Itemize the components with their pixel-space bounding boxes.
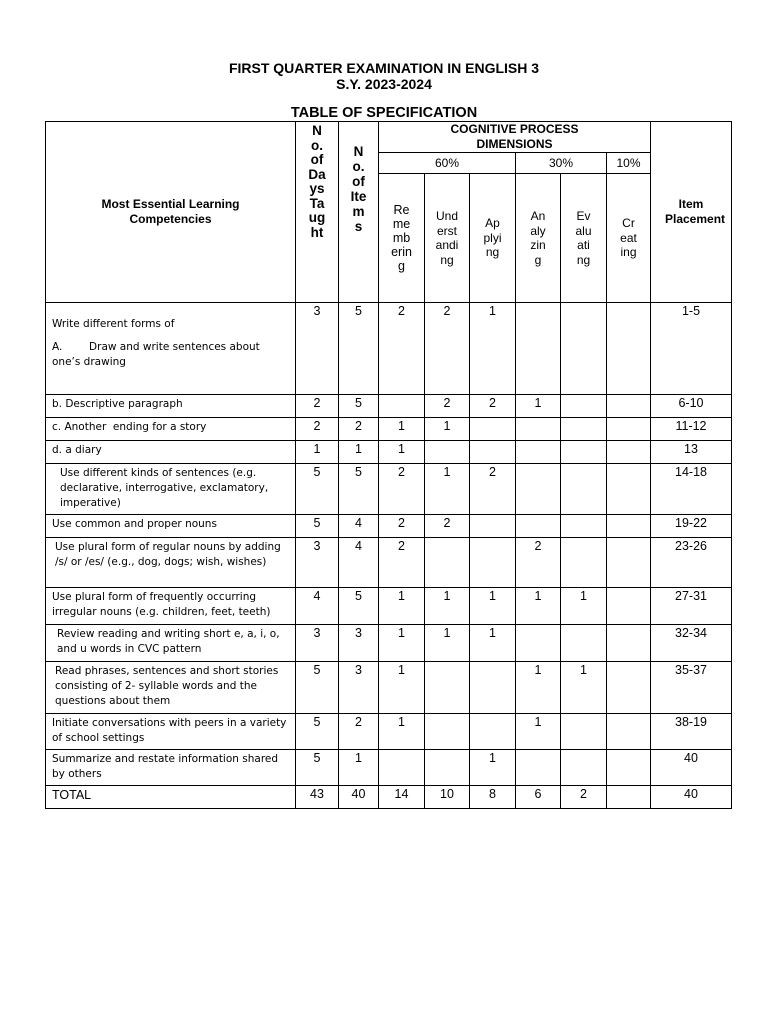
table-row — [46, 714, 732, 750]
items-cell: 3 — [339, 662, 379, 714]
item-placement-cell: 23-26 — [651, 538, 732, 588]
total-understanding-cell: 10 — [425, 786, 470, 809]
item-placement-cell: 11-12 — [651, 418, 732, 441]
item-placement-cell: 27-31 — [651, 588, 732, 625]
analyzing-cell — [516, 418, 561, 441]
understanding-cell — [425, 662, 470, 714]
creating-cell — [607, 714, 651, 750]
header-creating: Creating — [607, 174, 651, 303]
total-analyzing-cell: 6 — [516, 786, 561, 809]
creating-cell — [607, 538, 651, 588]
evaluating-cell — [561, 441, 607, 464]
remembering-cell: 2 — [379, 303, 425, 395]
evaluating-cell — [561, 714, 607, 750]
days-cell: 5 — [296, 515, 339, 538]
competency-cell: b. Descriptive paragraph — [46, 395, 296, 418]
creating-cell — [607, 441, 651, 464]
evaluating-cell — [561, 418, 607, 441]
evaluating-cell — [561, 750, 607, 786]
applying-cell — [470, 714, 516, 750]
days-cell: 5 — [296, 714, 339, 750]
days-cell: 1 — [296, 441, 339, 464]
evaluating-cell — [561, 303, 607, 395]
analyzing-cell: 1 — [516, 714, 561, 750]
specification-table — [45, 121, 732, 809]
competency-cell: Review reading and writing short e, a, i, o, and u words in CVC pattern — [46, 625, 296, 662]
remembering-cell — [379, 750, 425, 786]
header-60-percent: 60% — [379, 153, 516, 174]
understanding-cell — [425, 750, 470, 786]
total-label: TOTAL — [46, 786, 296, 809]
competency-cell: Initiate conversations with peers in a variety of school settings — [46, 714, 296, 750]
days-cell: 5 — [296, 662, 339, 714]
header-cognitive-process: COGNITIVE PROCESS DIMENSIONS — [379, 122, 651, 153]
evaluating-cell: 1 — [561, 588, 607, 625]
competency-cell: Use plural form of frequently occurring irregular nouns (e.g. children, feet, teeth) — [46, 588, 296, 625]
evaluating-cell — [561, 538, 607, 588]
analyzing-cell: 1 — [516, 588, 561, 625]
days-cell: 3 — [296, 303, 339, 395]
table-row — [46, 515, 732, 538]
remembering-cell: 2 — [379, 464, 425, 515]
table-row — [46, 588, 732, 625]
header-analyzing: Analyzing — [516, 174, 561, 303]
evaluating-cell — [561, 395, 607, 418]
item-placement-cell: 32-34 — [651, 625, 732, 662]
creating-cell — [607, 418, 651, 441]
item-placement-cell: 1-5 — [651, 303, 732, 395]
understanding-cell: 1 — [425, 418, 470, 441]
applying-cell: 1 — [470, 588, 516, 625]
total-evaluating-cell: 2 — [561, 786, 607, 809]
items-cell: 2 — [339, 714, 379, 750]
applying-cell: 2 — [470, 464, 516, 515]
analyzing-cell — [516, 515, 561, 538]
analyzing-cell — [516, 625, 561, 662]
items-cell: 4 — [339, 515, 379, 538]
header-10-percent: 10% — [607, 153, 651, 174]
item-placement-cell: 35-37 — [651, 662, 732, 714]
analyzing-cell — [516, 464, 561, 515]
competency-cell: Use common and proper nouns — [46, 515, 296, 538]
school-year: S.Y. 2023-2024 — [336, 76, 432, 92]
item-placement-cell: 13 — [651, 441, 732, 464]
applying-cell — [470, 515, 516, 538]
items-cell: 2 — [339, 418, 379, 441]
analyzing-cell: 1 — [516, 395, 561, 418]
table-row — [46, 464, 732, 515]
items-cell: 3 — [339, 625, 379, 662]
item-placement-cell: 19-22 — [651, 515, 732, 538]
header-evaluating: Evaluating — [561, 174, 607, 303]
table-row — [46, 418, 732, 441]
header-remembering: Remembering — [379, 174, 425, 303]
understanding-cell — [425, 714, 470, 750]
analyzing-cell — [516, 750, 561, 786]
header-days-taught: No. of Days Taught — [296, 122, 339, 303]
analyzing-cell — [516, 303, 561, 395]
competency-cell: Summarize and restate information shared by others — [46, 750, 296, 786]
exam-title: FIRST QUARTER EXAMINATION IN ENGLISH 3 — [228, 60, 540, 76]
total-item-placement-cell: 40 — [651, 786, 732, 809]
analyzing-cell: 2 — [516, 538, 561, 588]
days-cell: 5 — [296, 750, 339, 786]
applying-cell — [470, 441, 516, 464]
understanding-cell: 2 — [425, 515, 470, 538]
table-title: TABLE OF SPECIFICATION — [290, 105, 478, 121]
total-row — [46, 786, 732, 809]
competency-cell: Use plural form of regular nouns by adding /s/ or /es/ (e.g., dog, dogs; wish, wishes) — [46, 538, 296, 588]
understanding-cell: 2 — [425, 395, 470, 418]
analyzing-cell: 1 — [516, 662, 561, 714]
header-item-placement: Item Placement — [651, 122, 732, 303]
applying-cell — [470, 662, 516, 714]
remembering-cell: 1 — [379, 625, 425, 662]
table-row — [46, 750, 732, 786]
total-items-cell: 40 — [339, 786, 379, 809]
table-row — [46, 441, 732, 464]
understanding-cell: 1 — [425, 588, 470, 625]
understanding-cell: 2 — [425, 303, 470, 395]
item-placement-cell: 40 — [651, 750, 732, 786]
evaluating-cell — [561, 464, 607, 515]
competency-cell: c. Another ending for a story — [46, 418, 296, 441]
remembering-cell: 1 — [379, 441, 425, 464]
competency-cell: Read phrases, sentences and short stories consisting of 2- syllable words and the questions about them — [46, 662, 296, 714]
applying-cell: 1 — [470, 303, 516, 395]
understanding-cell — [425, 441, 470, 464]
item-placement-cell: 38-19 — [651, 714, 732, 750]
evaluating-cell — [561, 625, 607, 662]
understanding-cell: 1 — [425, 464, 470, 515]
items-cell: 4 — [339, 538, 379, 588]
creating-cell — [607, 515, 651, 538]
remembering-cell: 1 — [379, 714, 425, 750]
remembering-cell — [379, 395, 425, 418]
remembering-cell: 1 — [379, 588, 425, 625]
competency-cell: d. a diary — [46, 441, 296, 464]
applying-cell — [470, 538, 516, 588]
understanding-cell — [425, 538, 470, 588]
header-applying: Applying — [470, 174, 516, 303]
applying-cell: 1 — [470, 750, 516, 786]
items-cell: 1 — [339, 750, 379, 786]
analyzing-cell — [516, 441, 561, 464]
items-cell: 5 — [339, 395, 379, 418]
days-cell: 4 — [296, 588, 339, 625]
competency-cell: Write different forms of A. Draw and write sentences about one’s drawing — [46, 303, 296, 395]
applying-cell: 2 — [470, 395, 516, 418]
total-remembering-cell: 14 — [379, 786, 425, 809]
days-cell: 3 — [296, 538, 339, 588]
evaluating-cell: 1 — [561, 662, 607, 714]
creating-cell — [607, 588, 651, 625]
applying-cell: 1 — [470, 625, 516, 662]
creating-cell — [607, 395, 651, 418]
remembering-cell: 2 — [379, 538, 425, 588]
days-cell: 2 — [296, 395, 339, 418]
creating-cell — [607, 464, 651, 515]
table-row — [46, 538, 732, 588]
total-applying-cell: 8 — [470, 786, 516, 809]
items-cell: 5 — [339, 588, 379, 625]
items-cell: 1 — [339, 441, 379, 464]
days-cell: 5 — [296, 464, 339, 515]
table-row — [46, 303, 732, 395]
evaluating-cell — [561, 515, 607, 538]
header-understanding: Understanding — [425, 174, 470, 303]
competency-cell: Use different kinds of sentences (e.g. declarative, interrogative, exclamatory, imperative) — [46, 464, 296, 515]
remembering-cell: 1 — [379, 662, 425, 714]
items-cell: 5 — [339, 303, 379, 395]
header-30-percent: 30% — [516, 153, 607, 174]
header-number-of-items: No. of Items — [339, 122, 379, 303]
creating-cell — [607, 303, 651, 395]
total-creating-cell — [607, 786, 651, 809]
creating-cell — [607, 625, 651, 662]
header-competencies: Most Essential Learning Competencies — [46, 122, 296, 303]
creating-cell — [607, 662, 651, 714]
table-row — [46, 395, 732, 418]
days-cell: 3 — [296, 625, 339, 662]
creating-cell — [607, 750, 651, 786]
items-cell: 5 — [339, 464, 379, 515]
days-cell: 2 — [296, 418, 339, 441]
item-placement-cell: 6-10 — [651, 395, 732, 418]
remembering-cell: 1 — [379, 418, 425, 441]
remembering-cell: 2 — [379, 515, 425, 538]
total-days-cell: 43 — [296, 786, 339, 809]
applying-cell — [470, 418, 516, 441]
table-row — [46, 662, 732, 714]
table-row — [46, 625, 732, 662]
understanding-cell: 1 — [425, 625, 470, 662]
item-placement-cell: 14-18 — [651, 464, 732, 515]
